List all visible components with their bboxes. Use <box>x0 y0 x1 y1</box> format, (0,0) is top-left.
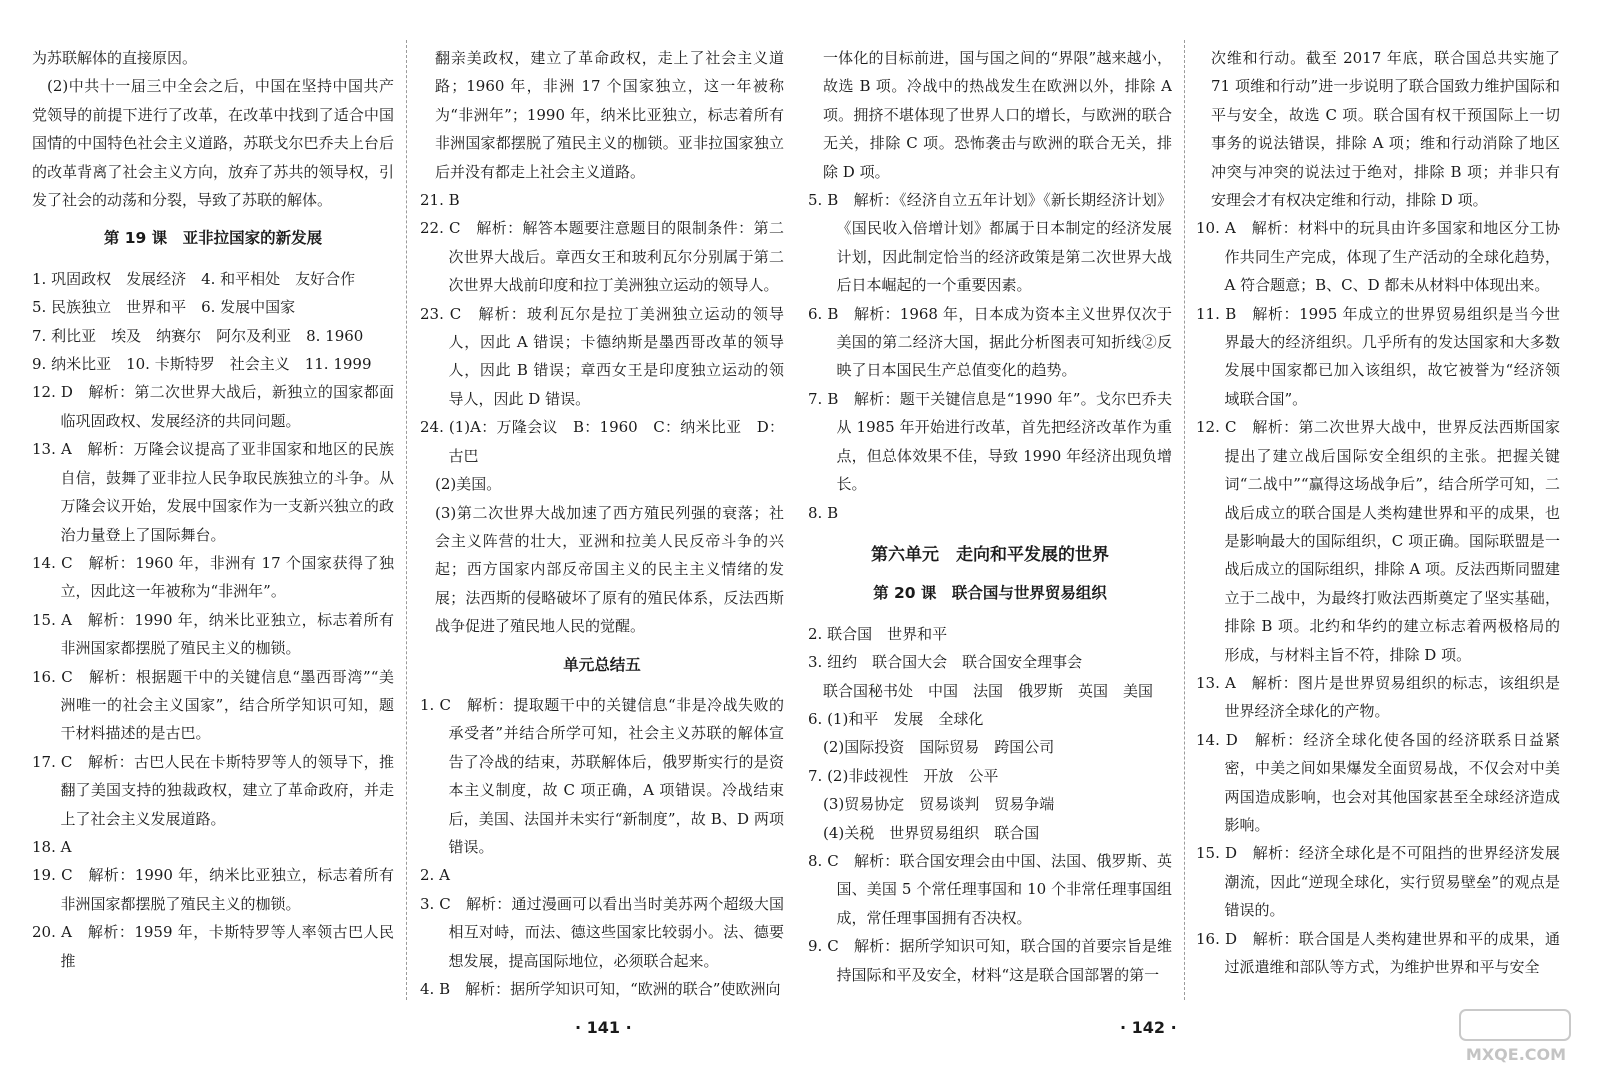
answer-paragraph: 22. C 解析：解答本题要注意题目的限制条件：第二次世界大战后。章西女王和玻利瓦尔分别属于第二次世界大战前印度和拉丁美洲独立运动的领导人。 <box>420 219 784 295</box>
answer-paragraph: 2. A <box>420 866 450 885</box>
column-1 <box>32 44 394 1004</box>
answer-paragraph: 15. A 解析：1990 年，纳米比亚独立，标志着所有非洲国家都摆脱了殖民主义的枷锁。 <box>32 610 394 658</box>
answer-paragraph: 11. B 解析：1995 年成立的世界贸易组织是当今世界最大的经济组织。几乎所有的发达国家和大多数发展中国家都已加入该组织，故它被誉为“经济领域联合国”。 <box>1196 304 1560 408</box>
section-heading: 单元总结五 <box>563 655 641 674</box>
answer-paragraph: 23. C 解析：玻利瓦尔是拉丁美洲独立运动的领导人，因此 A 错误；卡德纳斯是墨西哥改革的领导人，因此 B 错误；章西女王是印度独立运动的领导人，因此 D 错误。 <box>420 304 784 408</box>
section-heading: 第六单元 走向和平发展的世界 <box>871 544 1109 565</box>
answer-paragraph: 14. C 解析：1960 年，非洲有 17 个国家获得了独立，因此这一年被称为“非洲年”。 <box>32 553 394 601</box>
watermark-logo <box>1442 1008 1592 1066</box>
answer-paragraph: 7. B 解析：题干关键信息是“1990 年”。戈尔巴乔夫从 1985 年开始进行改革，首先把经济改革作为重点，但总体效果不佳，导致 1990 年经济出现负增长。 <box>808 389 1172 494</box>
answer-paragraph: 次维和行动。截至 2017 年底，联合国总共实施了 71 项维和行动”进一步说明了联合国致力维护国际和平与安全，故选 C 项。联合国有权干预国际上一切事务的说法错误，排除 A 项；维和行动消除了地区冲突与冲突的说法过于绝对，排除 B 项；并非只有安理会才有权决定维和行动，排除 D 项。 <box>1211 49 1560 210</box>
answer-paragraph: 7. 利比亚 埃及 纳赛尔 阿尔及利亚 8. 1960 <box>32 326 364 345</box>
answer-paragraph: 13. A 解析：万隆会议提高了亚非国家和地区的民族自信，鼓舞了亚非拉人民争取民族独立的斗争。从万隆会议开始，发展中国家作为一支新兴独立的政治力量登上了国际舞台。 <box>32 440 394 544</box>
answer-paragraph: 5. 民族独立 世界和平 6. 发展中国家 <box>32 298 296 317</box>
answer-paragraph: 4. B 解析：据所学知识可知，“欧洲的联合”使欧洲向 <box>420 980 781 998</box>
answer-paragraph: 9. C 解析：据所学知识可知，联合国的首要宗旨是维持国际和平及安全，材料“这是联合国部署的第一 <box>808 937 1172 984</box>
answer-paragraph: 9. 纳米比亚 10. 卡斯特罗 社会主义 11. 1999 <box>32 355 372 374</box>
answer-paragraph: (4)关税 世界贸易组织 联合国 <box>823 823 1040 842</box>
answer-paragraph: 20. A 解析：1959 年，卡斯特罗等人率领古巴人民推 <box>32 923 394 970</box>
answer-paragraph: 18. A <box>32 837 72 856</box>
column-divider <box>406 40 407 1000</box>
answer-paragraph: 1. C 解析：提取题干中的关键信息“非是冷战失败的承受者”并结合所学可知，社会主义苏联的解体宣告了冷战的结束，苏联解体后，俄罗斯实行的是资本主义制度，故 C 项正确，A 项错误。冷战结束后，美国、法国并未实行“新制度”，故 B、D 两项错误。 <box>420 695 784 856</box>
answer-paragraph: (2)中共十一届三中全会之后，中国在坚持中国共产党领导的前提下进行了改革，在改革中找到了适合中国国情的中国特色社会主义道路，苏联戈尔巴乔夫上台后的改革背离了社会主义方向，放弃了苏共的领导权，引发了社会的动荡和分裂，导致了苏联的解体。 <box>32 77 394 210</box>
column-divider <box>1184 40 1185 1000</box>
answer-paragraph: 14. D 解析：经济全球化使各国的经济联系日益紧密，中美之间如果爆发全面贸易战，不仅会对中美两国造成影响，也会对其他国家甚至全球经济造成影响。 <box>1196 730 1560 834</box>
answer-paragraph: (3)第二次世界大战加速了西方殖民列强的衰落；社会主义阵营的壮大，亚洲和拉美人民反帝斗争的兴起；西方国家内部反帝国主义的民主主义情绪的发展；法西斯的侵略破坏了原有的殖民体系，反法西斯战争促进了殖民地人民的觉醒。 <box>435 503 784 636</box>
section-heading: 第 20 课 联合国与世界贸易组织 <box>873 584 1107 603</box>
answer-paragraph: 13. A 解析：图片是世界贸易组织的标志，该组织是世界经济全球化的产物。 <box>1196 673 1560 721</box>
answer-paragraph: 3. 纽约 联合国大会 联合国安全理事会 <box>808 653 1083 672</box>
answer-paragraph: 24. (1)A：万隆会议 B：1960 C：纳米比亚 D：古巴 <box>420 418 784 465</box>
answer-paragraph: 17. C 解析：古巴人民在卡斯特罗等人的领导下，推翻了美国支持的独裁政权，建立了革命政府，并走上了社会主义发展道路。 <box>32 752 394 828</box>
section-heading: 第 19 课 亚非拉国家的新发展 <box>103 229 323 248</box>
answer-paragraph: (2)美国。 <box>435 475 502 494</box>
page-number-left: · 141 · <box>575 1018 632 1037</box>
answer-paragraph: 10. A 解析：材料中的玩具由许多国家和地区分工协作共同生产完成，体现了生产活动的全球化趋势，A 符合题意；B、C、D 都未从材料中体现出来。 <box>1196 219 1560 295</box>
answer-paragraph: 1. 巩固政权 发展经济 4. 和平相处 友好合作 <box>32 269 356 288</box>
answer-paragraph: 6. B 解析：1968 年，日本成为资本主义世界仅次于美国的第二经济大国，据此分析图表可知折线②反映了日本国民生产总值变化的趋势。 <box>808 304 1172 380</box>
answer-paragraph: 联合国秘书处 中国 法国 俄罗斯 英国 美国 <box>823 681 1154 700</box>
answer-paragraph: 19. C 解析：1990 年，纳米比亚独立，标志着所有非洲国家都摆脱了殖民主义的枷锁。 <box>32 866 394 913</box>
watermark-text: MXQE.COM <box>1465 1045 1567 1064</box>
answer-paragraph: 2. 联合国 世界和平 <box>808 624 948 643</box>
answer-paragraph: 16. D 解析：联合国是人类构建世界和平的成果，通过派遣维和部队等方式，为维护世界和平与安全 <box>1196 929 1560 976</box>
answer-paragraph: (3)贸易协定 贸易谈判 贸易争端 <box>823 795 1055 814</box>
column-4 <box>1196 44 1560 1004</box>
answer-paragraph: 21. B <box>420 191 460 210</box>
answer-paragraph: 8. B <box>808 503 839 522</box>
answer-paragraph: 翻亲美政权，建立了革命政权，走上了社会主义道路；1960 年，非洲 17 个国家独立，这一年被称为“非洲年”；1990 年，纳米比亚独立，标志着所有非洲国家都摆脱了殖民主义的枷锁。亚非拉国家独立后并没有都走上社会主义道路。 <box>435 49 784 181</box>
answer-paragraph: 12. D 解析：第二次世界大战后，新独立的国家都面临巩固政权、发展经济的共同问题。 <box>32 383 394 430</box>
answer-paragraph: 3. C 解析：通过漫画可以看出当时美苏两个超级大国相互对峙，而法、德这些国家比较弱小。法、德要想发展，提高国际地位，必须联合起来。 <box>420 894 784 970</box>
column-2 <box>420 44 784 1004</box>
column-3 <box>808 44 1172 1004</box>
answer-paragraph: 为苏联解体的直接原因。 <box>32 49 198 67</box>
answer-paragraph: 7. (2)非歧视性 开放 公平 <box>808 766 999 785</box>
answer-paragraph: 8. C 解析：联合国安理会由中国、法国、俄罗斯、英国、美国 5 个常任理事国和 10 个非常任理事国组成，常任理事国拥有否决权。 <box>808 851 1172 927</box>
answer-paragraph: 12. C 解析：第二次世界大战中，世界反法西斯国家提出了建立战后国际安全组织的主张。把握关键词“二战中”“赢得这场战争后”，结合所学可知，二战后成立的联合国是人类构建世界和平的成果，也是影响最大的国际组织，C 项正确。国际联盟是一战后成立的国际组织，排除 A 项。反法西斯同盟建立于二战中，为最终打败法西斯奠定了坚实基础，排除 B 项。北约和华约的建立标志着两极格局的形成，与材料主旨不符，排除 D 项。 <box>1196 418 1560 664</box>
answer-paragraph: 一体化的目标前进，国与国之间的“界限”越来越小，故选 B 项。冷战中的热战发生在欧洲以外，排除 A 项。拥挤不堪体现了世界人口的增长，与欧洲的联合无关，排除 C 项。恐怖袭击与欧洲的联合无关，排除 D 项。 <box>823 49 1172 181</box>
page-number-right: · 142 · <box>1120 1018 1177 1037</box>
answer-paragraph: 15. D 解析：经济全球化是不可阻挡的世界经济发展潮流，因此“逆现全球化，实行贸易壁垒”的观点是错误的。 <box>1196 844 1560 920</box>
answer-paragraph: 6. (1)和平 发展 全球化 <box>808 709 984 728</box>
answer-paragraph: 5. B 解析：《经济自立五年计划》《新长期经济计划》《国民收入倍增计划》都属于日本制定的经济发展计划，因此制定恰当的经济政策是第二次世界大战后日本崛起的一个重要因素。 <box>808 191 1172 295</box>
answer-paragraph: 16. C 解析：根据题干中的关键信息“墨西哥湾”“美洲唯一的社会主义国家”，结合所学知识可知，题干材料描述的是古巴。 <box>32 667 394 743</box>
answer-paragraph: (2)国际投资 国际贸易 跨国公司 <box>823 738 1055 757</box>
